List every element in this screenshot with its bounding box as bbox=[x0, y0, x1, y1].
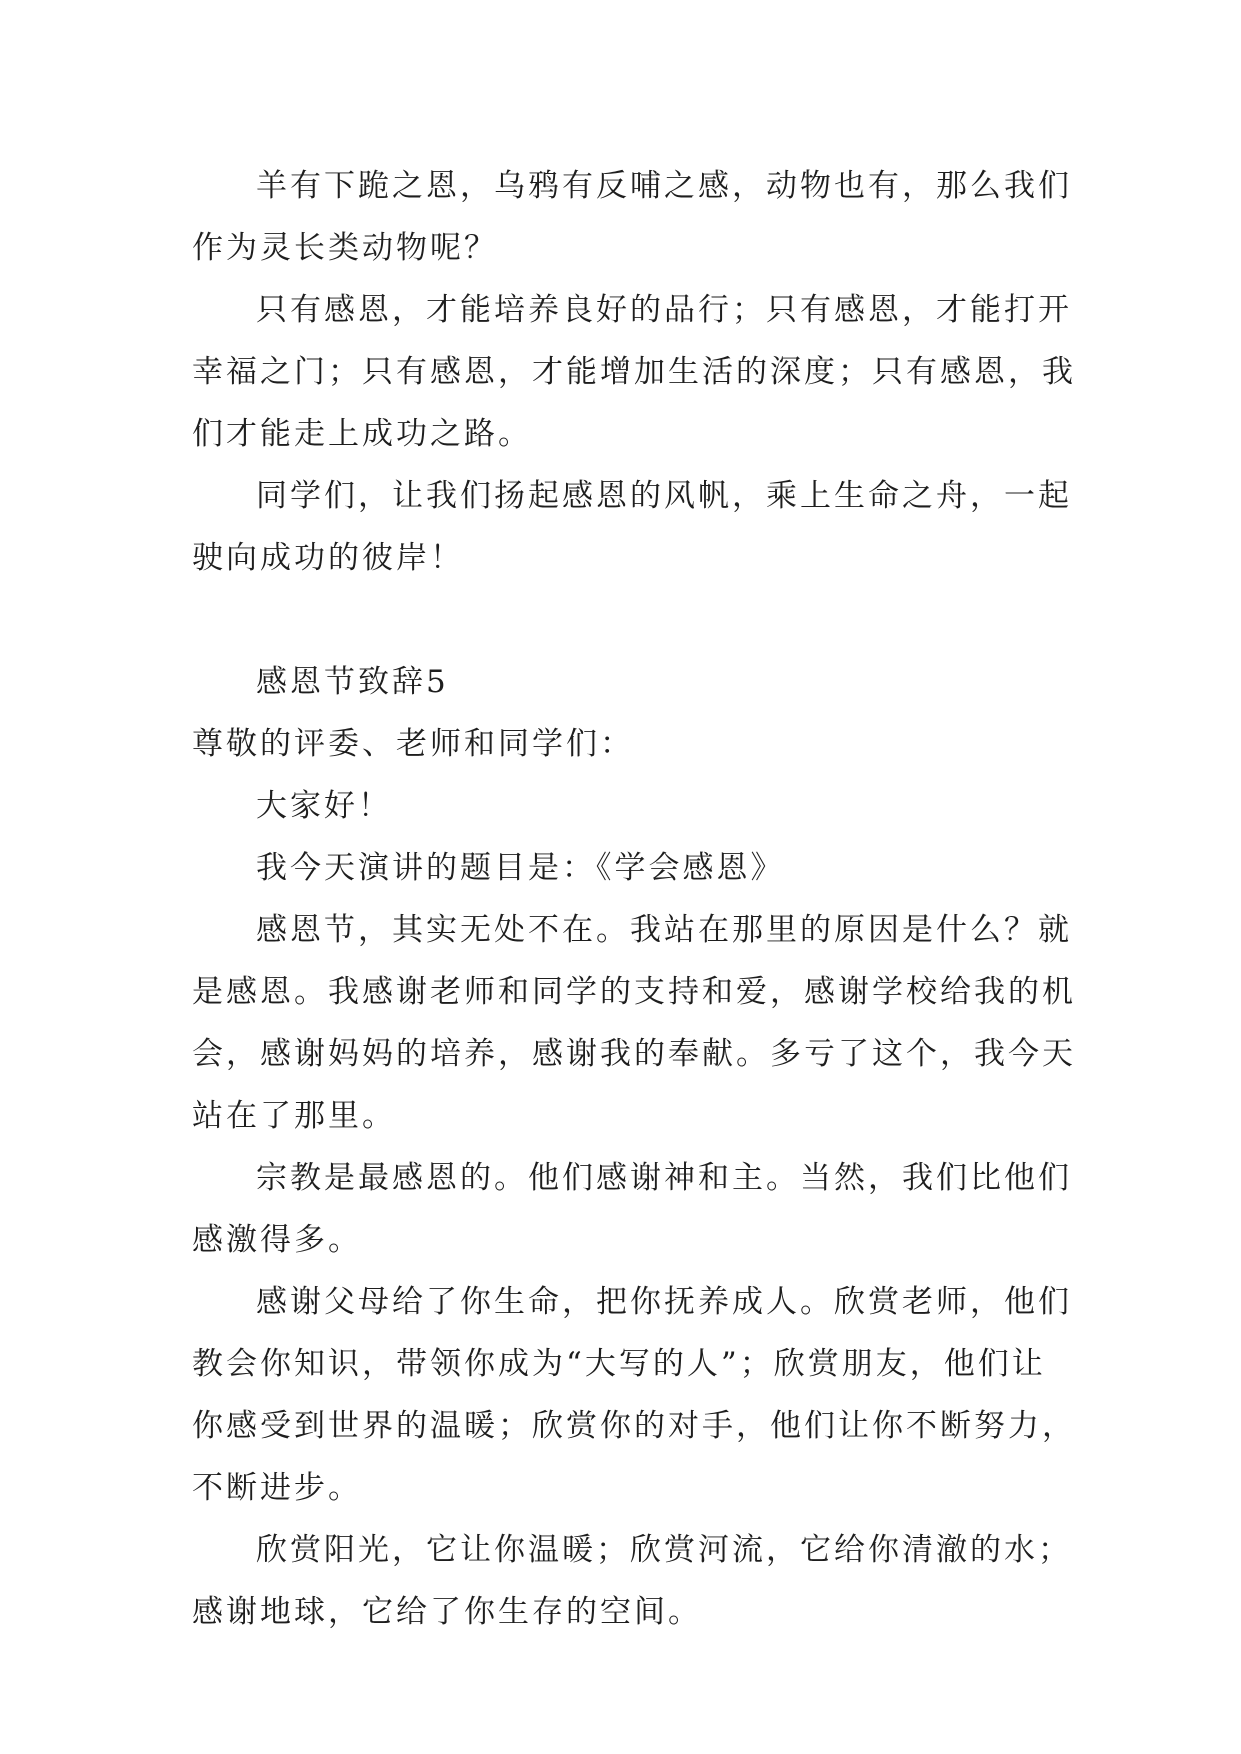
text-line: 感谢地球，它给了你生存的空间。 bbox=[192, 1594, 702, 1630]
text-line: 大家好！ bbox=[256, 788, 392, 824]
paragraph-gap bbox=[192, 589, 1062, 651]
text-line: 羊有下跪之恩，乌鸦有反哺之感，动物也有，那么我们 bbox=[256, 168, 1072, 204]
text-line: 感激得多。 bbox=[192, 1222, 362, 1258]
text-line: 只有感恩，才能培养良好的品行；只有感恩，才能打开 bbox=[256, 292, 1072, 328]
text-line: 感谢父母给了你生命，把你抚养成人。欣赏老师，他们 bbox=[256, 1284, 1072, 1320]
text-line: 你感受到世界的温暖；欣赏你的对手，他们让你不断努力， bbox=[192, 1408, 1076, 1444]
text-line: 欣赏阳光，它让你温暖；欣赏河流，它给你清澈的水； bbox=[256, 1532, 1072, 1568]
text-body bbox=[192, 155, 1076, 1643]
text-line: 同学们，让我们扬起感恩的风帆，乘上生命之舟，一起 bbox=[256, 478, 1072, 514]
text-line: 感恩节，其实无处不在。我站在那里的原因是什么？就 bbox=[256, 912, 1072, 948]
text-line: 作为灵长类动物呢？ bbox=[192, 230, 498, 266]
text-line: 会，感谢妈妈的培养，感谢我的奉献。多亏了这个，我今天 bbox=[192, 1036, 1076, 1072]
text-line: 们才能走上成功之路。 bbox=[192, 416, 532, 452]
text-line: 是感恩。我感谢老师和同学的支持和爱，感谢学校给我的机 bbox=[192, 974, 1076, 1010]
text-line: 我今天演讲的题目是：《学会感恩》 bbox=[256, 850, 785, 886]
text-line: 不断进步。 bbox=[192, 1470, 362, 1506]
text-line: 教会你知识，带领你成为“大写的人”；欣赏朋友，他们让 bbox=[192, 1346, 1046, 1382]
text-line: 幸福之门；只有感恩，才能增加生活的深度；只有感恩，我 bbox=[192, 354, 1076, 390]
text-line: 站在了那里。 bbox=[192, 1098, 396, 1134]
salutation: 尊敬的评委、老师和同学们： bbox=[192, 726, 634, 762]
text-line: 宗教是最感恩的。他们感谢神和主。当然，我们比他们 bbox=[256, 1160, 1072, 1196]
text-line: 驶向成功的彼岸！ bbox=[192, 540, 464, 576]
section-heading: 感恩节致辞5 bbox=[256, 664, 449, 700]
